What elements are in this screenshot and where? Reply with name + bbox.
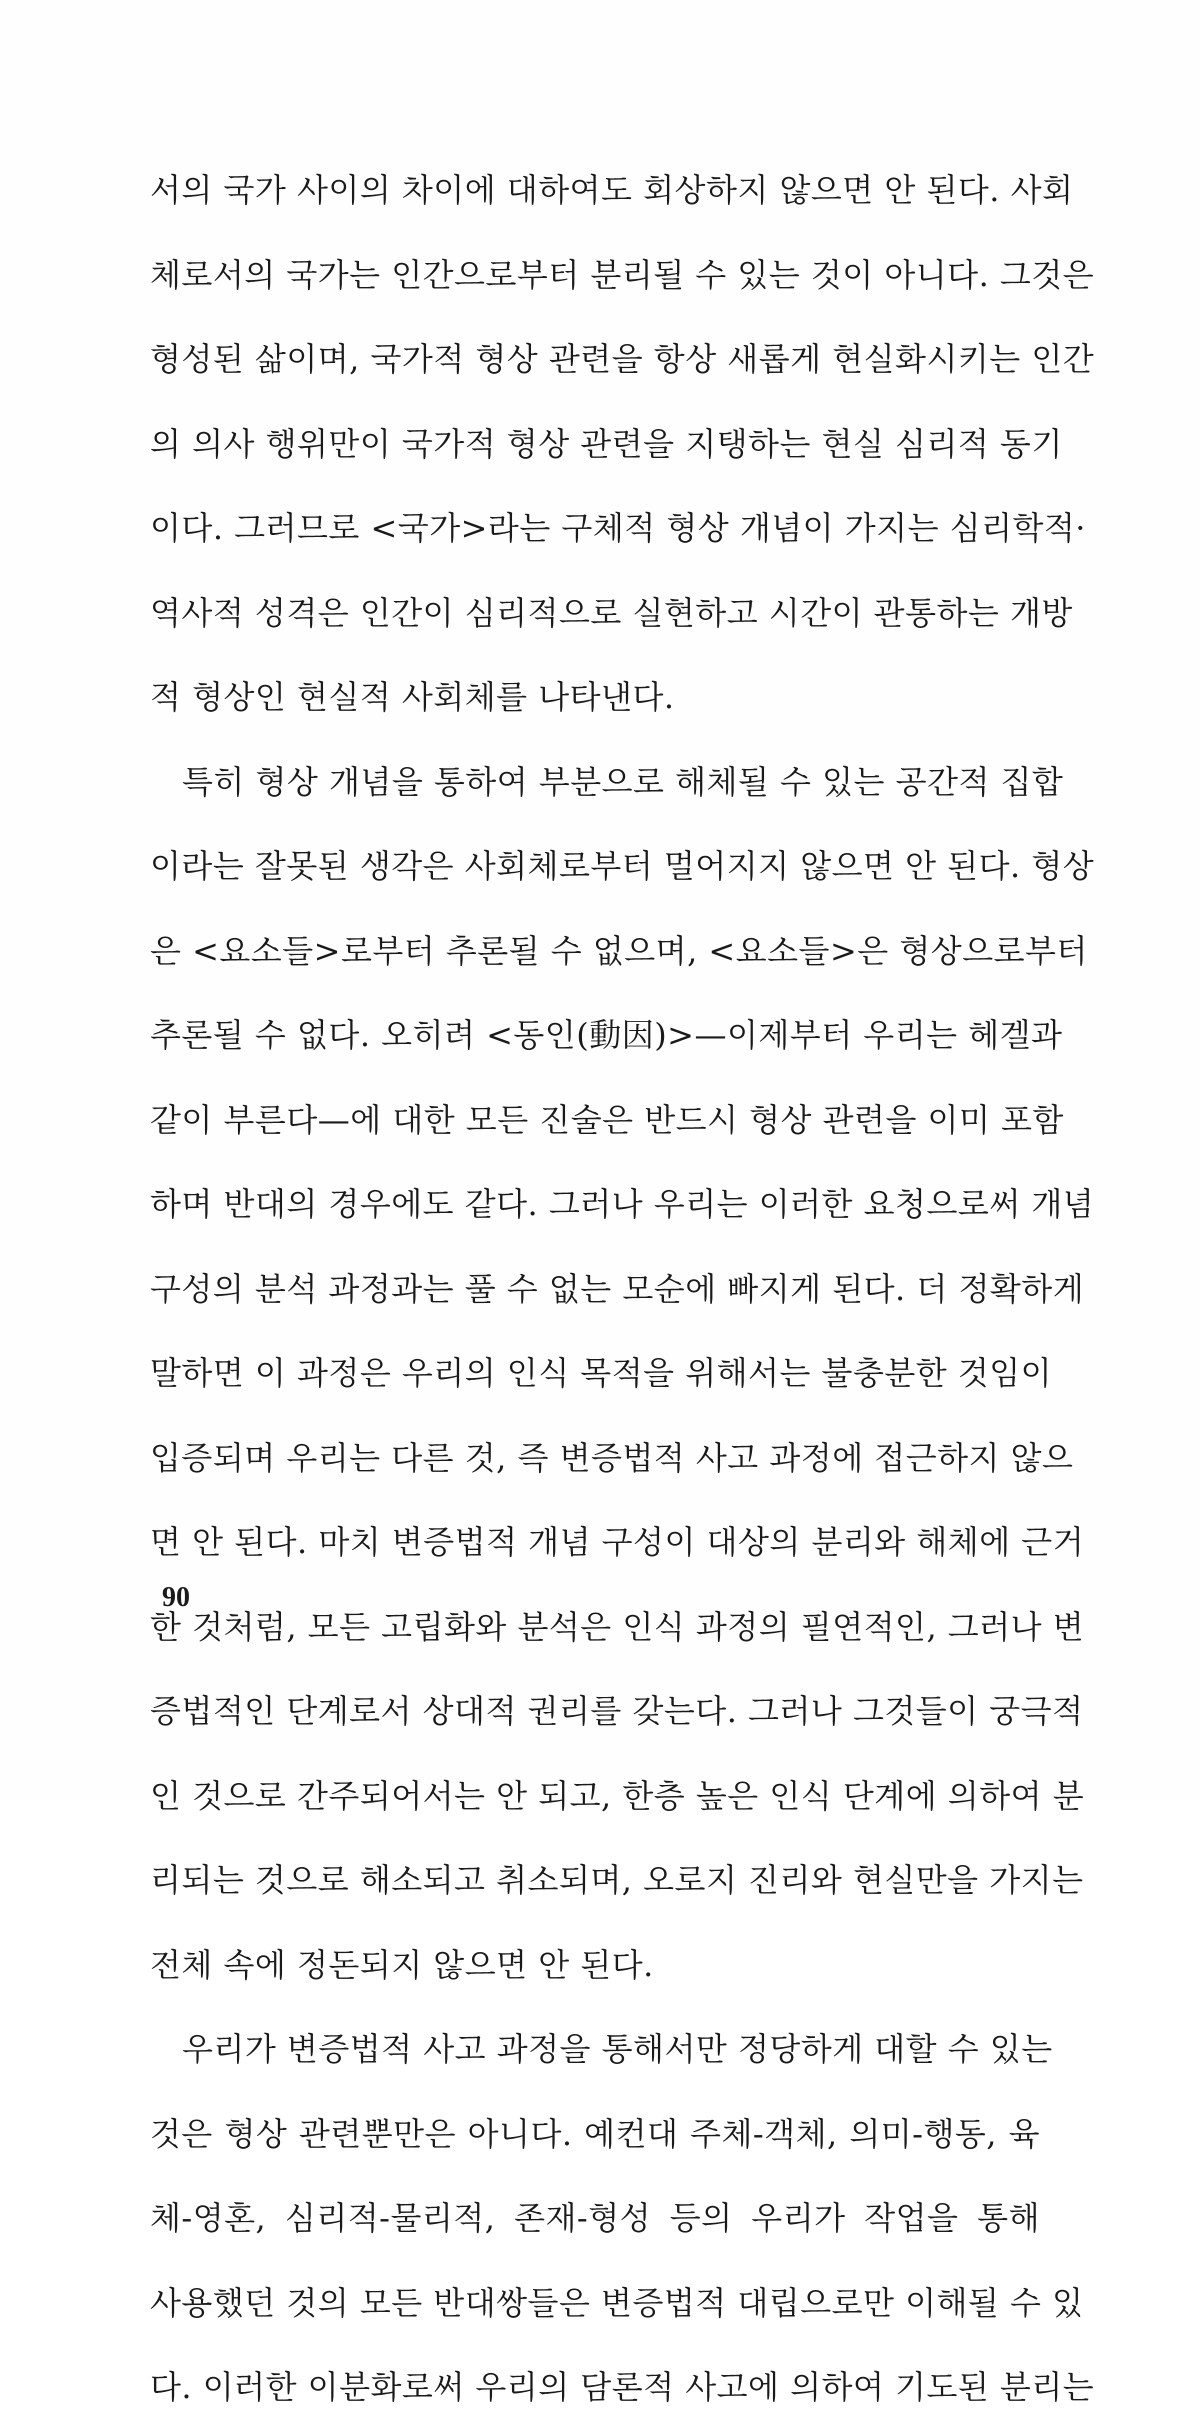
text-line: 것은 형상 관련뿐만은 아니다. 예컨대 주체-객체, 의미-행동, 육 — [150, 2114, 1040, 2153]
text-line: 은 <요소들>로부터 추론될 수 없으며, <요소들>은 형상으로부터 — [150, 931, 1088, 970]
text-line: 구성의 분석 과정과는 풀 수 없는 모순에 빠지게 된다. 더 정확하게 — [150, 1269, 1085, 1308]
text-line: 사용했던 것의 모든 반대쌍들은 변증법적 대립으로만 이해될 수 있 — [150, 2283, 1084, 2322]
text-line: 전체 속에 정돈되지 않으면 안 된다. — [150, 1945, 654, 1984]
text-line: 증법적인 단계로서 상대적 권리를 갖는다. 그러나 그것들이 궁극적 — [150, 1692, 1084, 1730]
text-line: 면 안 된다. 마치 변증법적 개념 구성이 대상의 분리와 해체에 근거 — [150, 1523, 1085, 1561]
text-line: 입증되며 우리는 다른 것, 즉 변증법적 사고 과정에 접근하지 않으 — [150, 1438, 1074, 1477]
text-line: 체-영혼, 심리적-물리적, 존재-형성 등의 우리가 작업을 통해 — [150, 2199, 1040, 2237]
text-line: 같이 부른다—에 대한 모든 진술은 반드시 형상 관련을 이미 포함 — [150, 1100, 1064, 1139]
text-line: 의 의사 행위만이 국가적 형상 관련을 지탱하는 현실 심리적 동기 — [150, 424, 1063, 463]
paragraph-first-line: 우리가 변증법적 사고 과정을 통해서만 정당하게 대할 수 있는 — [182, 2030, 1053, 2068]
text-line: 적 형상인 현실적 사회체를 나타낸다. — [150, 678, 675, 716]
body-text — [150, 148, 1095, 2430]
text-line: 형성된 삶이며, 국가적 형상 관련을 항상 새롭게 현실화시키는 인간 — [150, 340, 1095, 378]
page-number: 90 — [162, 1582, 190, 1613]
text-line: 서의 국가 사이의 차이에 대하여도 회상하지 않으면 안 된다. 사회 — [150, 171, 1074, 209]
text-line: 인 것으로 간주되어서는 안 되고, 한층 높은 인식 단계에 의하여 분 — [150, 1776, 1085, 1815]
text-line: 하며 반대의 경우에도 같다. 그러나 우리는 이러한 요청으로써 개념 — [150, 1185, 1095, 1223]
text-line: 추론될 수 없다. 오히려 <동인(動因)>—이제부터 우리는 헤겔과 — [150, 1016, 1063, 1054]
text-line: 이라는 잘못된 생각은 사회체로부터 멀어지지 않으면 안 된다. 형상 — [150, 847, 1095, 885]
text-line: 한 것처럼, 모든 고립화와 분석은 인식 과정의 필연적인, 그러나 변 — [150, 1607, 1085, 1646]
paragraph-first-line: 특히 형상 개념을 통하여 부분으로 해체될 수 있는 공간적 집합 — [182, 762, 1064, 801]
text-line: 역사적 성격은 인간이 심리적으로 실현하고 시간이 관통하는 개방 — [150, 593, 1073, 632]
text-line: 리되는 것으로 해소되고 취소되며, 오로지 진리와 현실만을 가지는 — [150, 1861, 1084, 1899]
text-line: 다. 이러한 이분화로써 우리의 담론적 사고에 의하여 기도된 분리는 — [150, 2368, 1095, 2406]
text-line: 체로서의 국가는 인간으로부터 분리될 수 있는 것이 아니다. 그것은 — [150, 255, 1095, 294]
text-line: 말하면 이 과정은 우리의 인식 목적을 위해서는 불충분한 것임이 — [150, 1354, 1053, 1392]
text-line: 이다. 그러므로 <국가>라는 구체적 형상 개념이 가지는 심리학적· — [150, 509, 1086, 547]
